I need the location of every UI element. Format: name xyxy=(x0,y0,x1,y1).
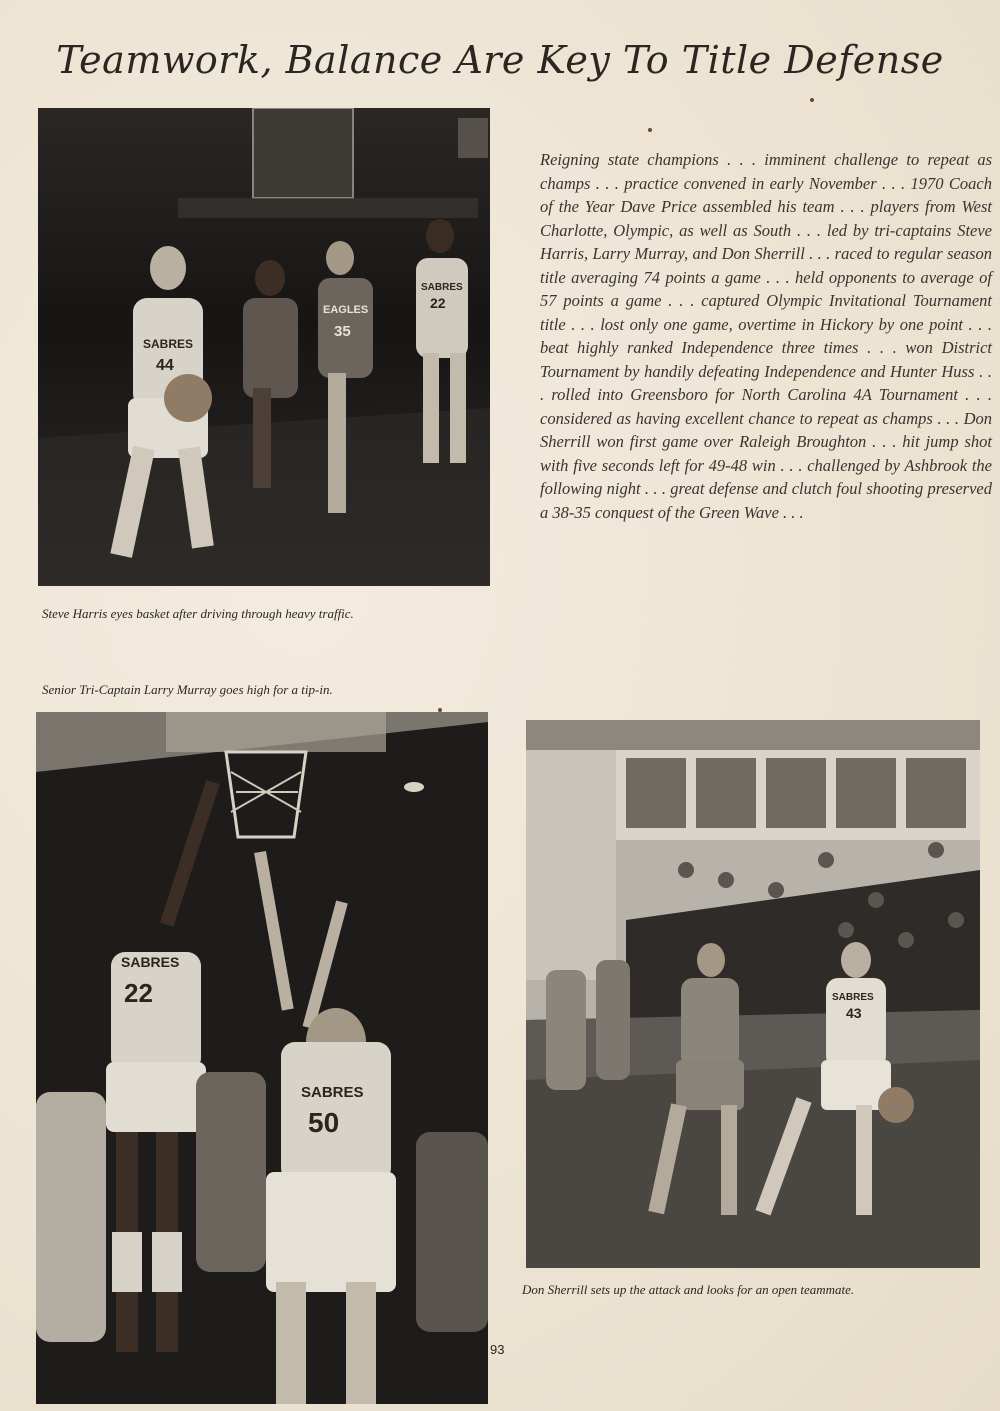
photo-don-sherrill xyxy=(526,720,980,1268)
jersey-number: 35 xyxy=(334,323,351,340)
jersey-number: 44 xyxy=(156,357,174,374)
article-body: Reigning state champions . . . imminent challenge to repeat as champs . . . practice convened in early November . . . 1970 Coach of the Year Dave Price assembled his team . . . players from West Charlotte, Olympic, as well as South . . . led by tri-captains Steve Harris, Larry Murray, and Don Sherrill . . . raced to regular season title averaging 74 points a game . . . held opponents to average of 57 points a game . . . captured Olympic Invitational Tournament title . . . lost only one game, overtime in Hickory by one point . . . beat highly ranked Independence three times . . . won District Tournament by handily defeating Independence and Hunter Huss . . . rolled into Greensboro for North Carolina 4A Tournament . . . considered as having excellent chance to repeat as champs . . . Don Sherrill won first game over Raleigh Broughton . . . hit jump shot with five seconds left for 49-48 win . . . challenged by Ashbrook the following night . . . great defense and clutch foul shooting preserved a 38-35 conquest of the Green Wave . . . xyxy=(540,150,992,522)
jersey-text: SABRES xyxy=(301,1084,364,1101)
paper-speck xyxy=(438,708,442,712)
jersey-text: SABRES xyxy=(143,337,194,351)
jersey-text: EAGLES xyxy=(323,304,369,316)
jersey-text: SABRES xyxy=(121,954,180,970)
photo-larry-murray-image xyxy=(36,712,488,1404)
photo-don-sherrill-image xyxy=(526,720,980,1268)
photo-larry-murray xyxy=(36,712,488,1404)
jersey-text: SABRES xyxy=(421,282,463,293)
photo-steve-harris xyxy=(38,108,490,586)
jersey-number: 22 xyxy=(430,295,446,311)
jersey-number: 50 xyxy=(308,1107,340,1138)
jersey-text: SABRES xyxy=(832,992,874,1003)
photo-steve-harris-image xyxy=(38,108,490,586)
caption-don-sherrill: Don Sherrill sets up the attack and looks for an open teammate. xyxy=(522,1282,855,1297)
page-number: 93 xyxy=(490,1342,505,1357)
paper-speck xyxy=(648,128,652,132)
caption-larry-murray: Senior Tri-Captain Larry Murray goes high for a tip-in. xyxy=(42,682,333,697)
paper-speck xyxy=(810,98,814,102)
caption-steve-harris: Steve Harris eyes basket after driving through heavy traffic. xyxy=(42,606,354,621)
page-title: Teamwork, Balance Are Key To Title Defense xyxy=(56,38,944,82)
jersey-number: 43 xyxy=(846,1005,862,1021)
jersey-number: 22 xyxy=(124,978,153,1008)
